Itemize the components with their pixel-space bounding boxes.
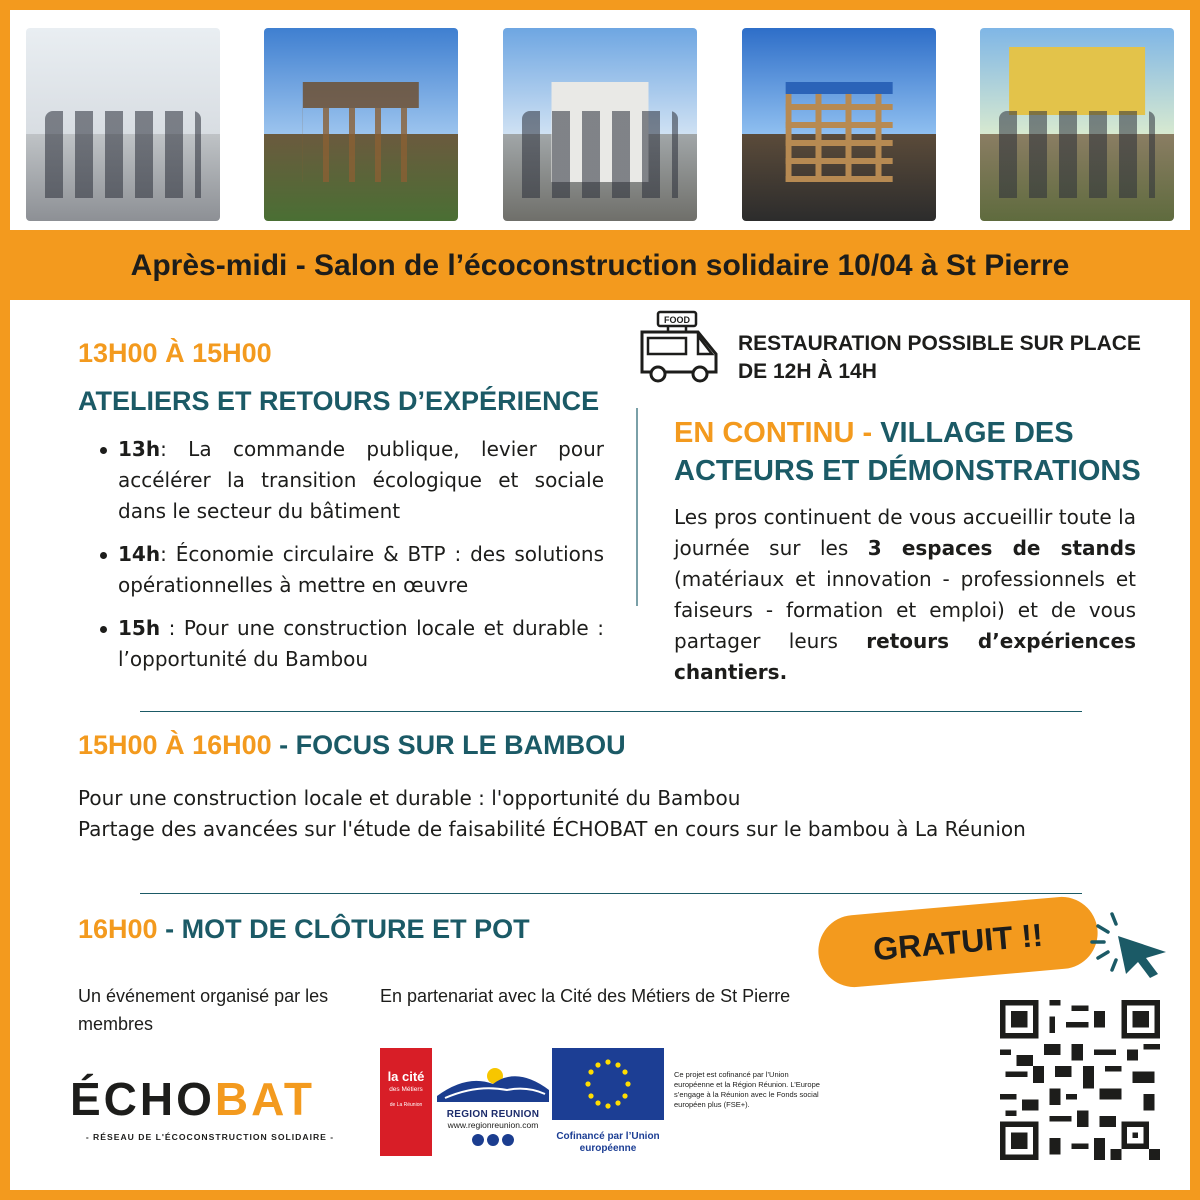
list-item	[96, 434, 604, 527]
section2-heading: FOCUS SUR LE BAMBOU	[295, 730, 626, 760]
main-panel	[10, 300, 1190, 1190]
list-item	[96, 613, 604, 675]
section2-line2: Partage des avancées sur l'étude de faisabilité ÉCHOBAT en cours sur le bambou à La Réunion	[78, 817, 1026, 841]
echobat-logo	[70, 1072, 350, 1142]
item-time: 15h	[118, 616, 161, 640]
region-name: REGION REUNION	[446, 1109, 540, 1120]
item-text: : La commande publique, levier pour accélérer la transition écologique et sociale dans le secteur du bâtiment	[118, 437, 604, 523]
section1-title: ATELIERS ET RETOURS D’EXPÉRIENCE	[78, 386, 600, 416]
facebook-icon	[472, 1134, 484, 1146]
section-divider	[140, 711, 1082, 712]
restauration-line2: DE 12H À 14H	[738, 360, 877, 383]
photo-wooden-house	[742, 28, 936, 221]
cite-des-metiers-logo	[380, 1048, 432, 1156]
continu-text	[674, 502, 1136, 688]
mountain-icon	[437, 1060, 549, 1102]
gratuit-badge: GRATUIT !!	[815, 894, 1100, 990]
section3-heading: MOT DE CLÔTURE ET POT	[181, 914, 530, 944]
photo-strip	[10, 10, 1190, 230]
logo-word-a: ÉCHO	[70, 1073, 215, 1125]
continu-title	[674, 414, 1154, 490]
cite-logo-sub: des Métiers	[389, 1086, 423, 1093]
workshop-list	[96, 434, 604, 687]
food-sign-label: FOOD	[664, 315, 690, 325]
section2-title	[78, 730, 626, 761]
qr-code[interactable]	[1000, 1000, 1160, 1160]
photo-house-visit	[503, 28, 697, 221]
item-time: 13h	[118, 437, 161, 461]
logo-tagline: - RÉSEAU DE L'ÉCOCONSTRUCTION SOLIDAIRE -	[85, 1132, 335, 1142]
cursor-click-icon	[1074, 900, 1174, 980]
photo-bamboo-shelter	[264, 28, 458, 221]
section-divider	[140, 893, 1082, 894]
restauration-line1: RESTAURATION POSSIBLE SUR PLACE	[738, 332, 1141, 355]
continu-text-2: (matériaux et innovation - professionnels et faiseurs - formation et emploi) et de vous partager leurs	[674, 567, 1136, 653]
instagram-icon	[502, 1134, 514, 1146]
section2-sep: -	[271, 730, 296, 760]
partner-text: En partenariat avec la Cité des Métiers de St Pierre	[380, 986, 791, 1006]
section2-time: 15H00 À 16H00	[78, 730, 272, 760]
eu-flag-icon	[552, 1048, 664, 1120]
continu-bold-1: 3 espaces de stands	[867, 536, 1136, 560]
eu-caption: Cofinancé par l’Union européenne	[556, 1131, 660, 1154]
section3-time: 16H00	[78, 914, 158, 944]
eu-note: Ce projet est cofinancé par l’Union européenne et la Région Réunion. L’Europe s’engage à la Réunion avec le Fonds social européen plus (FSE+).	[674, 1070, 820, 1109]
eu-logo	[552, 1048, 664, 1156]
cite-logo-title: la cité	[387, 1069, 425, 1084]
region-reunion-logo	[434, 1060, 552, 1156]
logo-word-b: BAT	[214, 1073, 316, 1125]
item-time: 14h	[118, 542, 161, 566]
photo-workshop-indoor	[26, 28, 220, 221]
vertical-divider	[636, 408, 638, 606]
section2-line1: Pour une construction locale et durable : l'opportunité du Bambou	[78, 786, 741, 810]
restauration-info	[738, 330, 1141, 386]
continu-prefix: EN CONTINU -	[674, 417, 881, 449]
item-text: : Économie circulaire & BTP : des solutions opérationnelles à mettre en œuvre	[118, 542, 604, 597]
section3-sep: -	[157, 914, 182, 944]
item-text: : Pour une construction locale et durable : l’opportunité du Bambou	[118, 616, 604, 671]
social-icons	[434, 1134, 552, 1146]
region-url: www.regionreunion.com	[447, 1120, 539, 1130]
cite-logo-place: de La Réunion	[389, 1102, 423, 1108]
continu-text-1: Les pros continuent de vous accueillir toute la journée sur les	[674, 505, 1136, 560]
section2-text	[78, 783, 1124, 845]
list-item	[96, 539, 604, 601]
continu-bold-2: retours d’expériences chantiers.	[674, 629, 1137, 684]
food-truck-icon	[638, 310, 722, 386]
page-title: Après-midi - Salon de l’écoconstruction solidaire 10/04 à St Pierre	[130, 249, 1070, 282]
section3-title	[78, 914, 530, 945]
organizer-text: Un événement organisé par les membres	[78, 986, 329, 1034]
continu-heading: VILLAGE DES ACTEURS ET DÉMONSTRATIONS	[674, 417, 1141, 487]
section1-time: 13H00 À 15H00	[78, 338, 272, 368]
x-icon	[487, 1134, 499, 1146]
photo-site-visit	[980, 28, 1174, 221]
